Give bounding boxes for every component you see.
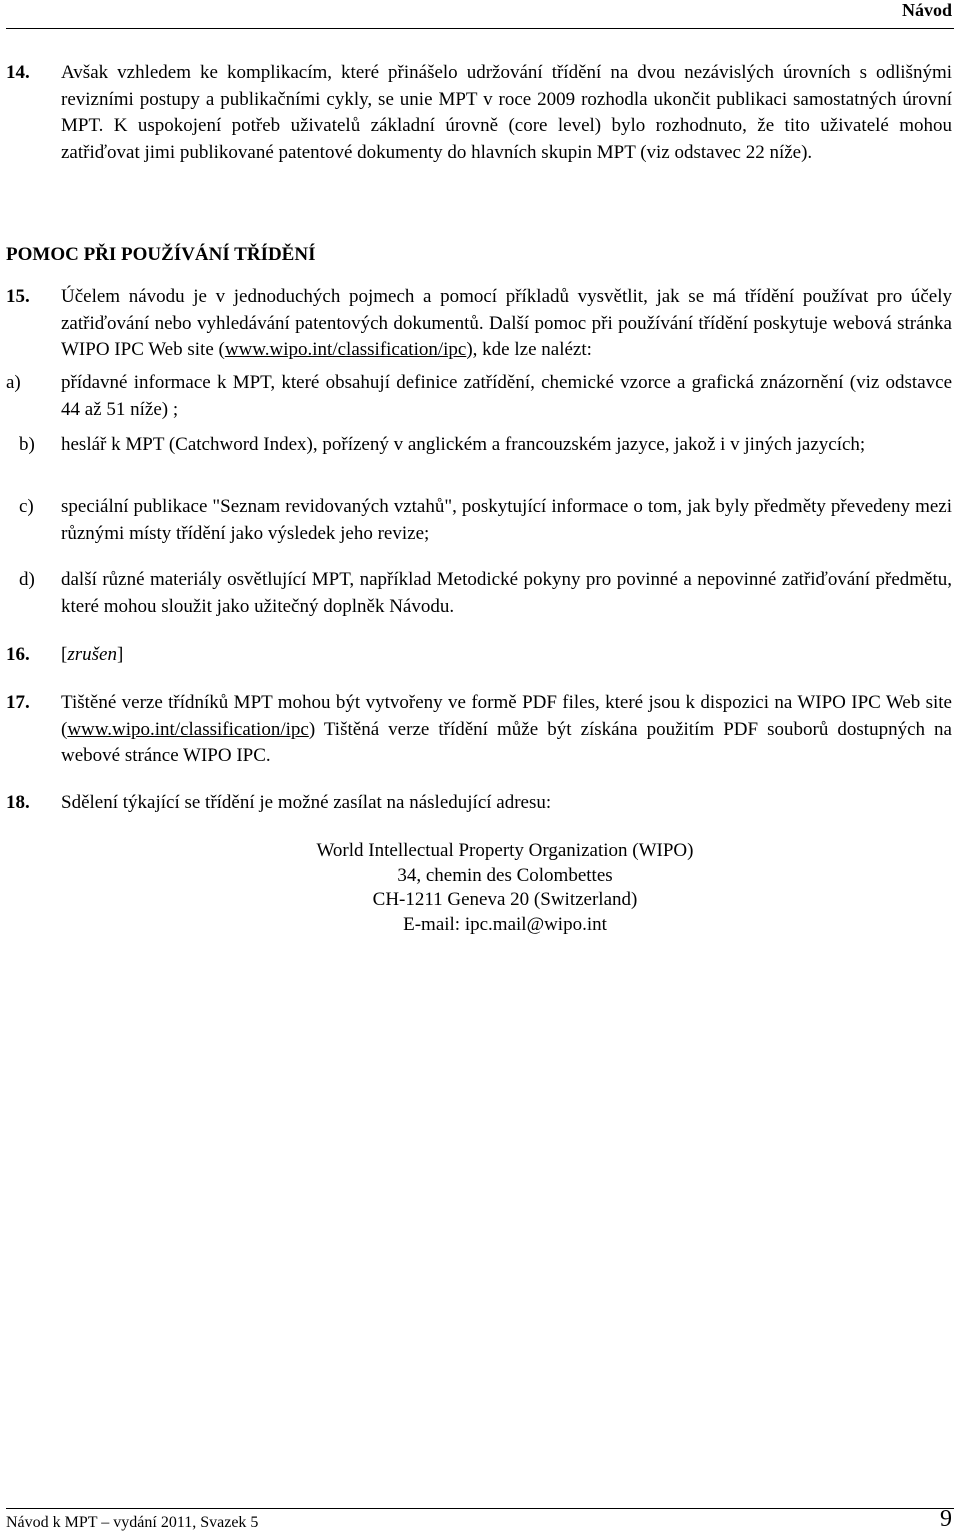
section-heading: POMOC PŘI POUŽÍVÁNÍ TŘÍDĚNÍ xyxy=(6,244,316,265)
wipo-link[interactable]: www.wipo xyxy=(224,339,308,360)
paragraph-number: 15. xyxy=(6,286,30,307)
paragraph-14 xyxy=(6,60,952,166)
paragraph-text-end: ), kde lze nalézt: xyxy=(466,339,592,360)
paragraph-number: 16. xyxy=(6,644,30,665)
repealed-text: zrušen xyxy=(67,644,117,665)
paragraph-text xyxy=(61,284,952,364)
bracket-close: ] xyxy=(116,644,124,665)
paragraph-17 xyxy=(6,690,952,770)
page-header-title: Návod xyxy=(901,0,952,20)
paragraph-text xyxy=(61,642,952,669)
paragraph-text: Sdělení týkající se třídění je možné zasílat na následující adresu: xyxy=(61,792,552,813)
list-item-a xyxy=(6,370,952,423)
paragraph-number: 14. xyxy=(6,62,30,83)
list-letter: d) xyxy=(19,569,35,590)
list-text: další různé materiály osvětlující MPT, například Metodické pokyny pro povinné a nepovinné zatřiďování předmětu, které mohou sloužit jako užitečný doplněk Návodu. xyxy=(61,569,952,617)
list-text: speciální publikace "Seznam revidovaných vztahů", poskytující informace o tom, jak byly předměty převedeny mezi různými místy třídění jako výsledek jeho revize; xyxy=(61,496,952,544)
paragraph-number: 17. xyxy=(6,692,30,713)
address-line-email[interactable]: E-mail: ipc.mail@wipo.int xyxy=(403,913,607,935)
page-number: 9 xyxy=(940,1506,952,1532)
address-line-street: 34, chemin des Colombettes xyxy=(397,864,613,886)
paragraph-number: 18. xyxy=(6,792,30,813)
header-divider xyxy=(6,28,954,29)
list-item-b xyxy=(6,432,952,459)
list-item-c xyxy=(6,494,952,547)
list-letter: b) xyxy=(19,434,35,455)
list-item-d xyxy=(6,567,952,620)
classification-link[interactable]: .int/classification/ipc xyxy=(307,339,467,360)
paragraph-text: Avšak vzhledem ke komplikacím, které přinášelo udržování třídění na dvou nezávislých úrovních s odlišnými revizními postupy a publikačními cykly, se unie MPT v roce 2009 rozhodla ukončit publikaci samostatných úrovní MPT. K uspokojení potřeb uživatelů základní úrovně (core level) bylo rozhodnuto, že tito uživatelé mohou zatřiďovat jimi publikované patentové dokumenty do hlavních skupin MPT (viz odstavec 22 níže). xyxy=(61,62,952,163)
classification-link[interactable]: www.wipo.int/classification/ipc xyxy=(67,718,309,740)
address-block xyxy=(0,839,960,937)
paragraph-text-end: ) Tištěná verze třídění může být získána použitím PDF souborů dostupných na webové stránce WIPO IPC. xyxy=(61,718,952,766)
footer-divider xyxy=(6,1508,954,1509)
list-letter: c) xyxy=(19,496,34,517)
paragraph-text-start: Účelem návodu je v jednoduchých pojmech a pomocí příkladů vysvětlit, jak se má třídění používat pro účely zatřiďování nebo vyhledávání patentových dokumentů. Další pomoc při používání třídění poskytuje webová stránka WIPO IPC Web site ( xyxy=(61,286,952,360)
paragraph-16 xyxy=(6,642,952,669)
paragraph-15 xyxy=(6,284,952,364)
address-line-city: CH-1211 Geneva 20 (Switzerland) xyxy=(372,889,638,910)
paragraph-text xyxy=(61,690,952,770)
list-letter: a) xyxy=(6,372,21,393)
address-line-organization: World Intellectual Property Organization (WIPO) xyxy=(316,840,694,861)
paragraph-text-start: Tištěné verze třídníků MPT mohou být vytvořeny ve formě PDF files, které jsou k dispozici na WIPO IPC Web site ( xyxy=(61,692,952,740)
paragraph-18 xyxy=(6,790,952,817)
list-text: přídavné informace k MPT, které obsahují definice zatřídění, chemické vzorce a grafická znázornění (viz odstavce 44 až 51 níže) ; xyxy=(61,372,952,420)
list-text: heslář k MPT (Catchword Index), pořízený v anglickém a francouzském jazyce, jakož i v jiných jazycích; xyxy=(61,434,866,455)
bracket-open: [ xyxy=(61,644,68,665)
footer-text: Návod k MPT – vydání 2011, Svazek 5 xyxy=(6,1514,259,1531)
